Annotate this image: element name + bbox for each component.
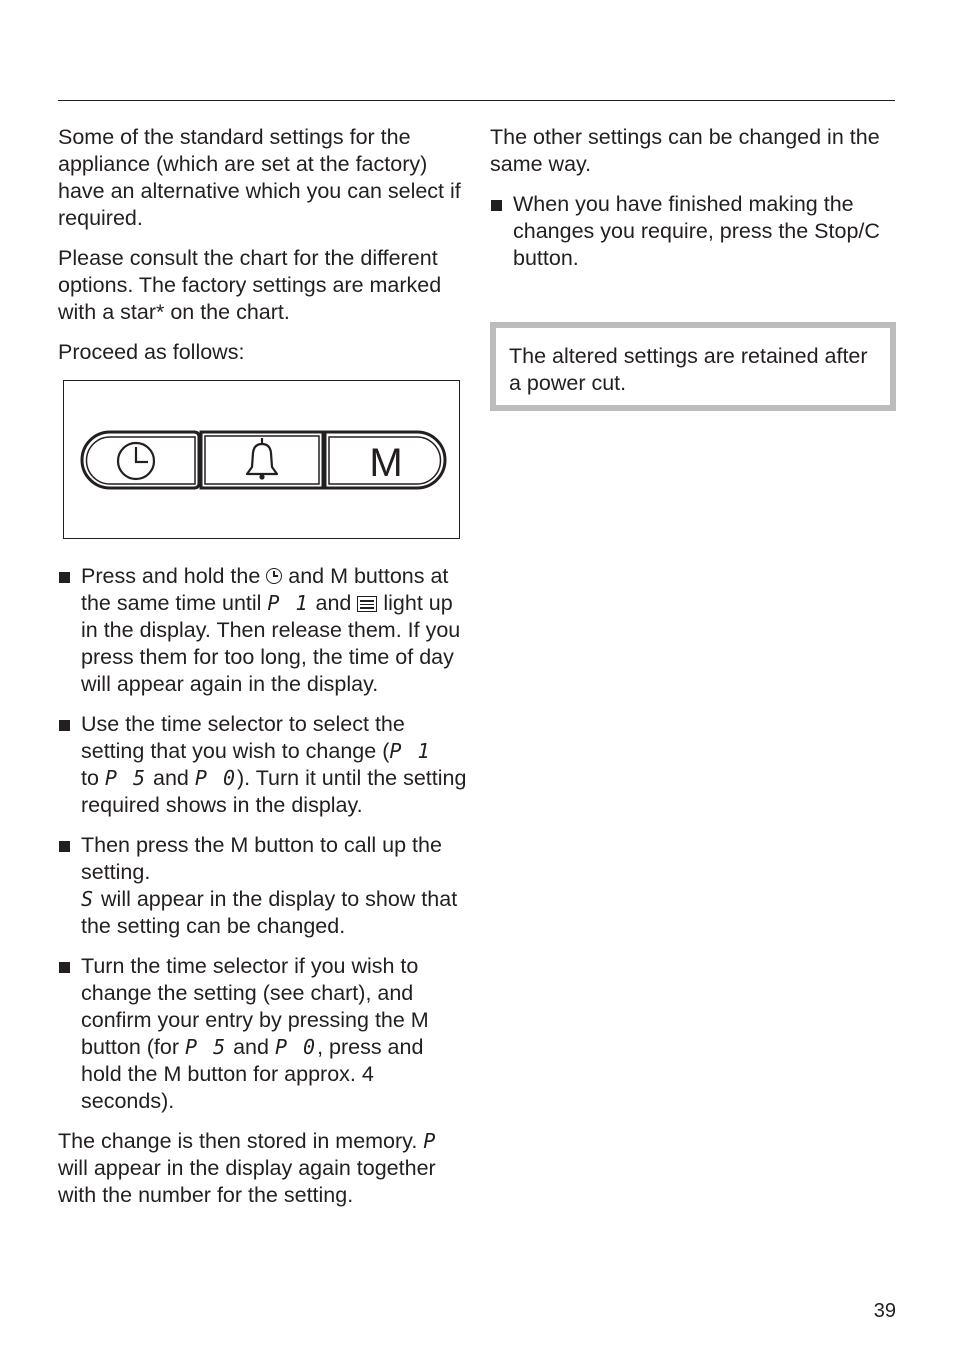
control-panel-svg <box>64 381 461 540</box>
bell-icon <box>247 438 277 480</box>
display-code: P 5 <box>184 1035 228 1059</box>
step-select-setting: Use the time selector to select the setting that you wish to change (P 1 to P 5 and P 0). Turn it until the setting required shows in the display. <box>58 711 468 819</box>
bullet-square <box>59 962 70 973</box>
header-rule <box>58 100 895 101</box>
display-code: P 0 <box>274 1035 318 1059</box>
step-change-confirm: Turn the time selector if you wish to change the setting (see chart), and confirm your entry by pressing the M button (for P 5 and P 0, press and hold the M button for approx. 4 seconds). <box>58 953 468 1115</box>
bullet-square <box>59 841 70 852</box>
note-box <box>490 322 896 411</box>
closing-paragraph: The change is then stored in memory. P will appear in the display again together with the number for the setting. <box>58 1129 438 1207</box>
control-panel-illustration <box>63 380 460 539</box>
display-code: P <box>423 1129 438 1153</box>
clock-icon <box>118 443 154 479</box>
display-code: P 5 <box>104 766 148 790</box>
chart-paragraph: Please consult the chart for the different options. The factory settings are marked with a star* on the chart. <box>58 246 442 324</box>
display-code: P 1 <box>389 739 432 763</box>
display-code: P 1 <box>267 591 310 615</box>
note-text: The altered settings are retained after a power cut. <box>509 344 868 395</box>
right-column <box>490 124 895 411</box>
step-press-hold: Press and hold the and M buttons at the same time until P 1 and light up in the display. Then release them. If you press them for too long, the time of day will appear again in the display. <box>58 563 468 698</box>
clock-icon <box>266 568 282 584</box>
other-settings-paragraph: The other settings can be changed in the same way. <box>490 125 880 176</box>
bullet-square <box>59 720 70 731</box>
step-call-up-setting: Then press the M button to call up the setting. S will appear in the display to show that the setting can be changed. <box>58 832 468 940</box>
clock-button <box>82 432 199 488</box>
step-finish: When you have finished making the changes you require, press the Stop/C button. <box>490 191 895 272</box>
bullet-square <box>59 572 70 583</box>
left-column <box>58 124 468 1222</box>
intro-paragraph: Some of the standard settings for the appliance (which are set at the factory) have an alternative which you can select if required. <box>58 125 461 230</box>
m-label: M <box>369 441 403 485</box>
proceed-label: Proceed as follows: <box>58 340 245 364</box>
bullet-square <box>491 200 502 211</box>
page-number: 39 <box>873 1300 896 1322</box>
display-code: P 0 <box>194 766 237 790</box>
display-code: S <box>81 887 96 911</box>
settings-symbol-icon <box>357 596 377 612</box>
